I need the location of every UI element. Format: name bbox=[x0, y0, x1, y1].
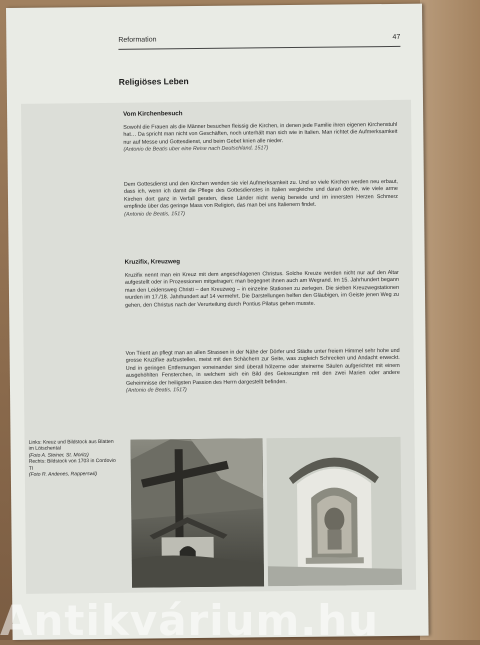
paragraph-1-text: Sowohl die Frauen als die Männer besuchen fleissig die Kirchen, in denen jede Familie ihren eigenen Kirchenstuhl hat… Da spricht man nicht von Geschäften, noch unterhält man sich wie in Italien. Man richtet die Aufmerksamkeit nur auf Messe und Gottesdienst, und beim Gebet knien alle nieder. bbox=[123, 121, 398, 146]
paragraph-3 bbox=[125, 270, 399, 310]
page-title: Religiöses Leben bbox=[118, 76, 189, 87]
section-name: Reformation bbox=[118, 36, 157, 44]
header-rule bbox=[118, 46, 400, 50]
caption-credit-right: (Foto R. Andenes, Rapperswil) bbox=[28, 471, 98, 478]
watermark: Antikvárium.hu bbox=[0, 596, 380, 645]
caption-left: Links: Kreuz und Bildstock aus Blatten im Lötschental bbox=[28, 438, 114, 453]
caption-right: Rechts: Bildstock von 1703 in Cordovio TI bbox=[28, 458, 116, 472]
paragraph-4 bbox=[126, 348, 400, 395]
paragraph-4-text: Von Trient an pflegt man an allen Strassen in der Nähe der Dörfer und Städte unter freiem Himmel sehr hohe und grosse Kruzifixe aufzustellen, meist mit den Schächern zur Seite, was zugleich Schrecken und Andacht erweckt. Und in geringen Entfernungen voneinander sind überall hölzerne oder steinerne Säulen aufgerichtet mit einem ausgehöhlten Fensterchen, in welchem sich ein Bild des Gekreuzigten mit den zwei Marien oder andere Geheimnisse der heiligsten Passion des Herrn dargestellt befinden. bbox=[125, 347, 400, 387]
book-edge bbox=[420, 0, 480, 640]
book-page bbox=[6, 4, 429, 640]
paragraph-3-text: Kruzifix nennt man ein Kreuz mit dem angeschlagenen Christus. Solche Kreuze werden nicht nur auf den Altar aufgestellt oder in Prozessionen mitgetragen; man begegnet ihnen auch am Wegrand. Im 15. Jahrhundert begann man den Leidensweg Christi – den Kreuzweg – in einzelne Stationen zu zerlegen. Die sieben Kreuzwegstationen wurden im 17./18. Jahrhundert auf 14 vermehrt. Die Darstellungen helfen den Gläubigen, im Geiste jenen Weg zu gehen, den Christus nach der Verurteilung durch Pontius Pilatus gehen musste. bbox=[124, 269, 400, 309]
paragraph-2 bbox=[124, 179, 398, 219]
source-3: (Antonio de Beatis, 1517) bbox=[125, 387, 187, 394]
photo-caption bbox=[29, 439, 117, 478]
source-1: (Antonio de Beatis uber eine Reise nach Deutschland, 1517) bbox=[123, 145, 269, 153]
paragraph-1 bbox=[123, 122, 397, 154]
caption-credit-left: (Foto A. Steiner, St. Moritz) bbox=[28, 451, 89, 459]
photo-cross-and-shrine bbox=[131, 438, 265, 587]
running-head bbox=[118, 33, 401, 44]
paragraph-2-text: Dem Gottesdienst und den Kirchen wenden sie viel Aufmerksamkeit zu. Und so viele Kirchen werden neu erbaut, dass ich, wenn ich damit die Pflege des Gottesdienstes in Italien vergleiche und daran denke, wie viele arme Kirchen dort ganz in Verfall geraten, diese Länder nicht wenig beneide und im innersten Herzen Schmerz empfinde über das geringe Mass von Religion, das man bei uns Italienern findet. bbox=[123, 178, 399, 210]
page-number: 47 bbox=[392, 33, 401, 41]
subheading-kruzifix: Kruzifix, Kreuzweg bbox=[124, 258, 181, 266]
subheading-kirchenbesuch: Vom Kirchenbesuch bbox=[123, 110, 183, 118]
photo-wayside-shrine bbox=[267, 437, 403, 586]
source-2: (Antonio de Beatis, 1517) bbox=[124, 210, 186, 218]
